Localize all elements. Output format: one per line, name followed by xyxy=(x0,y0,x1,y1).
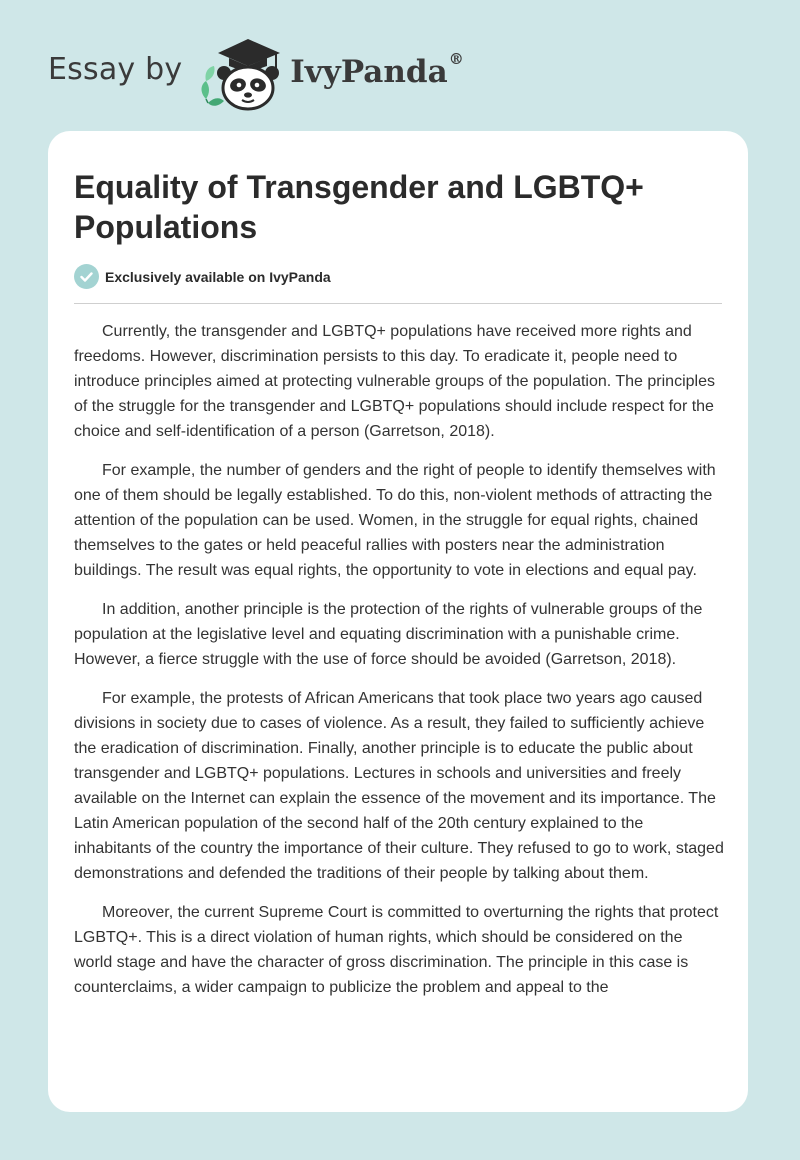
site-header xyxy=(48,32,464,112)
exclusive-badge xyxy=(74,264,331,289)
paragraph: In addition, another principle is the protection of the rights of vulnerable groups of the population at the legislative level and equating discrimination with a punishable crime. However, a fierce struggle with the use of force should be avoided (Garretson, 2018). xyxy=(74,601,703,668)
registered-mark: ® xyxy=(448,50,464,68)
paragraph: For example, the number of genders and the right of people to identify themselves with one of them should be legally established. To do this, non-violent methods of attracting the attention of the population can be used. Women, in the struggle for equal rights, chained themselves to the gates or held peaceful rallies with posters near the administration buildings. The result was equal rights, the opportunity to vote in elections and equal pay. xyxy=(74,462,716,579)
page-title: Equality of Transgender and LGBTQ+ Populations xyxy=(74,169,644,245)
divider xyxy=(74,303,722,304)
paragraph: Currently, the transgender and LGBTQ+ populations have received more rights and freedoms. However, discrimination persists to this day. To eradicate it, people need to introduce principles aimed at protecting vulnerable groups of the population. The principles of the struggle for the transgender and LGBTQ+ populations should include respect for the choice and self-identification of a person (Garretson, 2018). xyxy=(74,323,715,440)
paragraph: For example, the protests of African Americans that took place two years ago caused divisions in society due to cases of violence. As a result, they failed to sufficiently achieve the eradication of discrimination. Finally, another principle is to educate the public about transgender and LGBTQ+ populations. Lectures in schools and universities and freely available on the Internet can explain the essence of the movement and its importance. The Latin American population of the second half of the 20th century explained to the inhabitants of the country the importance of their culture. They refused to go to work, staged demonstrations and defended the traditions of their people by talking about them. xyxy=(74,690,724,882)
essay-body xyxy=(74,319,724,1014)
essay-card xyxy=(48,131,748,1112)
check-circle-icon xyxy=(74,264,99,289)
exclusive-label: Exclusively available on IvyPanda xyxy=(105,268,331,285)
brand-name: IvyPanda® xyxy=(290,50,464,90)
panda-graduate-icon xyxy=(196,33,288,111)
paragraph: Moreover, the current Supreme Court is committed to overturning the rights that protect LGBTQ+. This is a direct violation of human rights, which should be considered on the world stage and have the character of gross discrimination. The principle in this case is counterclaims, a wider campaign to publicize the problem and appeal to the xyxy=(74,904,719,996)
essay-by-label: Essay by xyxy=(48,51,183,87)
